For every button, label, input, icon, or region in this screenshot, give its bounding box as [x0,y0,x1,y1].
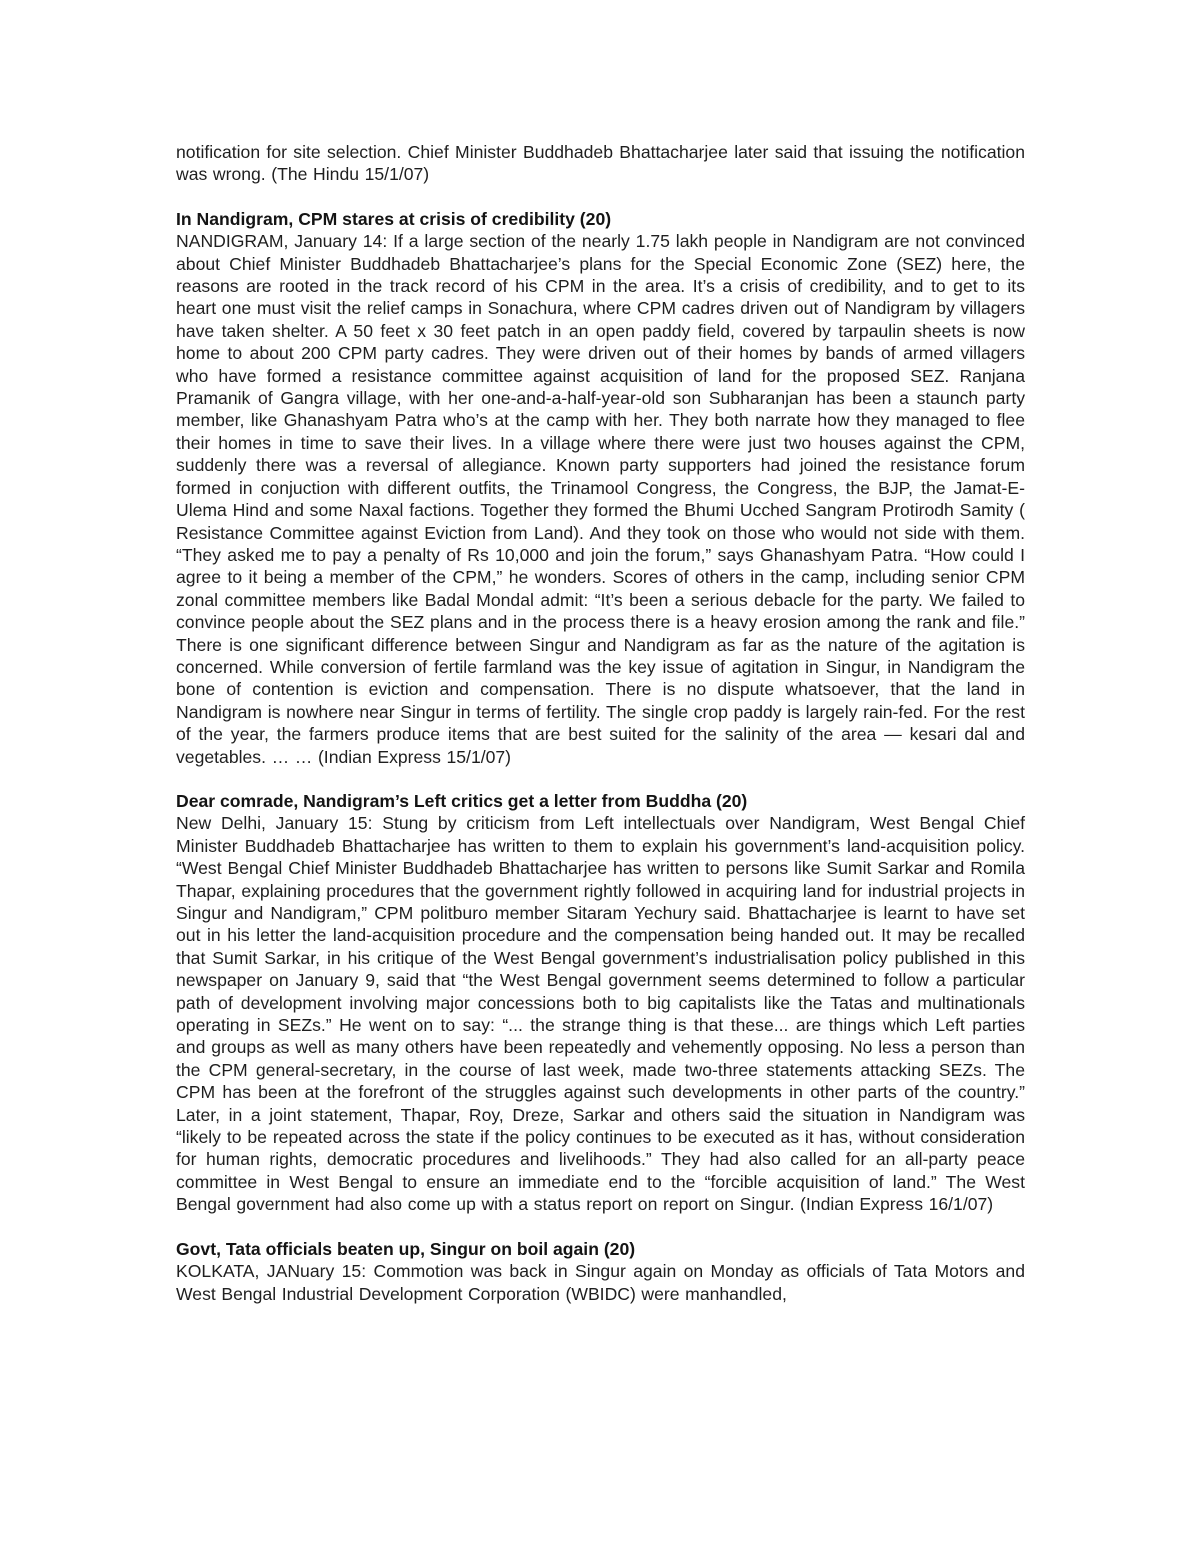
article-body: NANDIGRAM, January 14: If a large section of the nearly 1.75 lakh people in Nandigram are not convinced about Chief Minister Buddhadeb Bhattacharjee’s plans for the Special Economic Zone (SEZ) here, the reasons are rooted in the track record of his CPM in the area. It’s a crisis of credibility, and to get to its heart one must visit the relief camps in Sonachura, where CPM cadres driven out of Nandigram by villagers have taken shelter. A 50 feet x 30 feet patch in an open paddy field, covered by tarpaulin sheets is now home to about 200 CPM party cadres. They were driven out of their homes by bands of armed villagers who have formed a resistance committee against acquisition of land for the proposed SEZ. Ranjana Pramanik of Gangra village, with her one-and-a-half-year-old son Subharanjan has been a staunch party member, like Ghanashyam Patra who’s at the camp with her. They both narrate how they managed to flee their homes in time to save their lives. In a village where there were just two houses against the CPM, suddenly there was a reversal of allegiance. Known party supporters had joined the resistance forum formed in conjuction with different outfits, the Trinamool Congress, the Congress, the BJP, the Jamat-E-Ulema Hind and some Naxal factions. Together they formed the Bhumi Ucched Sangram Protirodh Samity ( Resistance Committee against Eviction from Land). And they took on those who would not side with them. “They asked me to pay a penalty of Rs 10,000 and join the forum,” says Ghanashyam Patra. “How could I agree to it being a member of the CPM,” he wonders. Scores of others in the camp, including senior CPM zonal committee members like Badal Mondal admit: “It’s been a serious debacle for the party. We failed to convince people about the SEZ plans and in the process there is a heavy erosion among the rank and file.” There is one significant difference between Singur and Nandigram as far as the nature of the agitation is concerned. While conversion of fertile farmland was the key issue of agitation in Singur, in Nandigram the bone of contention is eviction and compensation. There is no dispute whatsoever, that the land in Nandigram is nowhere near Singur in terms of fertility. The single crop paddy is largely rain-fed. For the rest of the year, the farmers produce items that are best suited for the salinity of the area — kesari dal and vegetables. … … (Indian Express 15/1/07) [176,231,1025,767]
article-body: KOLKATA, JANuary 15: Commotion was back in Singur again on Monday as officials of Tata Motors and West Bengal Industrial Development Corporation (WBIDC) were manhandled, [176,1261,1025,1304]
article-letter-from-buddha [176,790,1025,1216]
article-heading: In Nandigram, CPM stares at crisis of credibility (20) [176,208,612,229]
article-singur-on-boil [176,1238,1025,1305]
continued-paragraph: notification for site selection. Chief Minister Buddhadeb Bhattacharjee later said that issuing the notification was wrong. (The Hindu 15/1/07) [176,142,1025,185]
article-heading: Dear comrade, Nandigram’s Left critics get a letter from Buddha (20) [176,790,748,811]
article-nandigram-cpm-crisis [176,208,1025,768]
article-heading: Govt, Tata officials beaten up, Singur on boil again (20) [176,1238,636,1259]
article-body: New Delhi, January 15: Stung by criticism from Left intellectuals over Nandigram, West Bengal Chief Minister Buddhadeb Bhattacharjee has written to them to explain his government’s land-acquisition policy. “West Bengal Chief Minister Buddhadeb Bhattacharjee has written to persons like Sumit Sarkar and Romila Thapar, explaining procedures that the government rightly followed in acquiring land for industrial projects in Singur and Nandigram,” CPM politburo member Sitaram Yechury said. Bhattacharjee is learnt to have set out in his letter the land-acquisition procedure and the compensation being handed out. It may be recalled that Sumit Sarkar, in his critique of the West Bengal government’s industrialisation policy published in this newspaper on January 9, said that “the West Bengal government seems determined to follow a particular path of development involving major concessions both to big capitalists like the Tatas and multinationals operating in SEZs.” He went on to say: “... the strange thing is that these... are things which Left parties and groups as well as many others have been repeatedly and vehemently opposing. No less a person than the CPM general-secretary, in the course of last week, made two-three statements attacking SEZs. The CPM has been at the forefront of the struggles against such developments in other parts of the country.” Later, in a joint statement, Thapar, Roy, Dreze, Sarkar and others said the situation in Nandigram was “likely to be repeated across the state if the policy continues to be executed as it has, without consideration for human rights, democratic procedures and livelihoods.” They had also called for an all-party peace committee in West Bengal to ensure an immediate end to the “forcible acquisition of land.” The West Bengal government had also come up with a status report on report on Singur. (Indian Express 16/1/07) [176,813,1025,1215]
